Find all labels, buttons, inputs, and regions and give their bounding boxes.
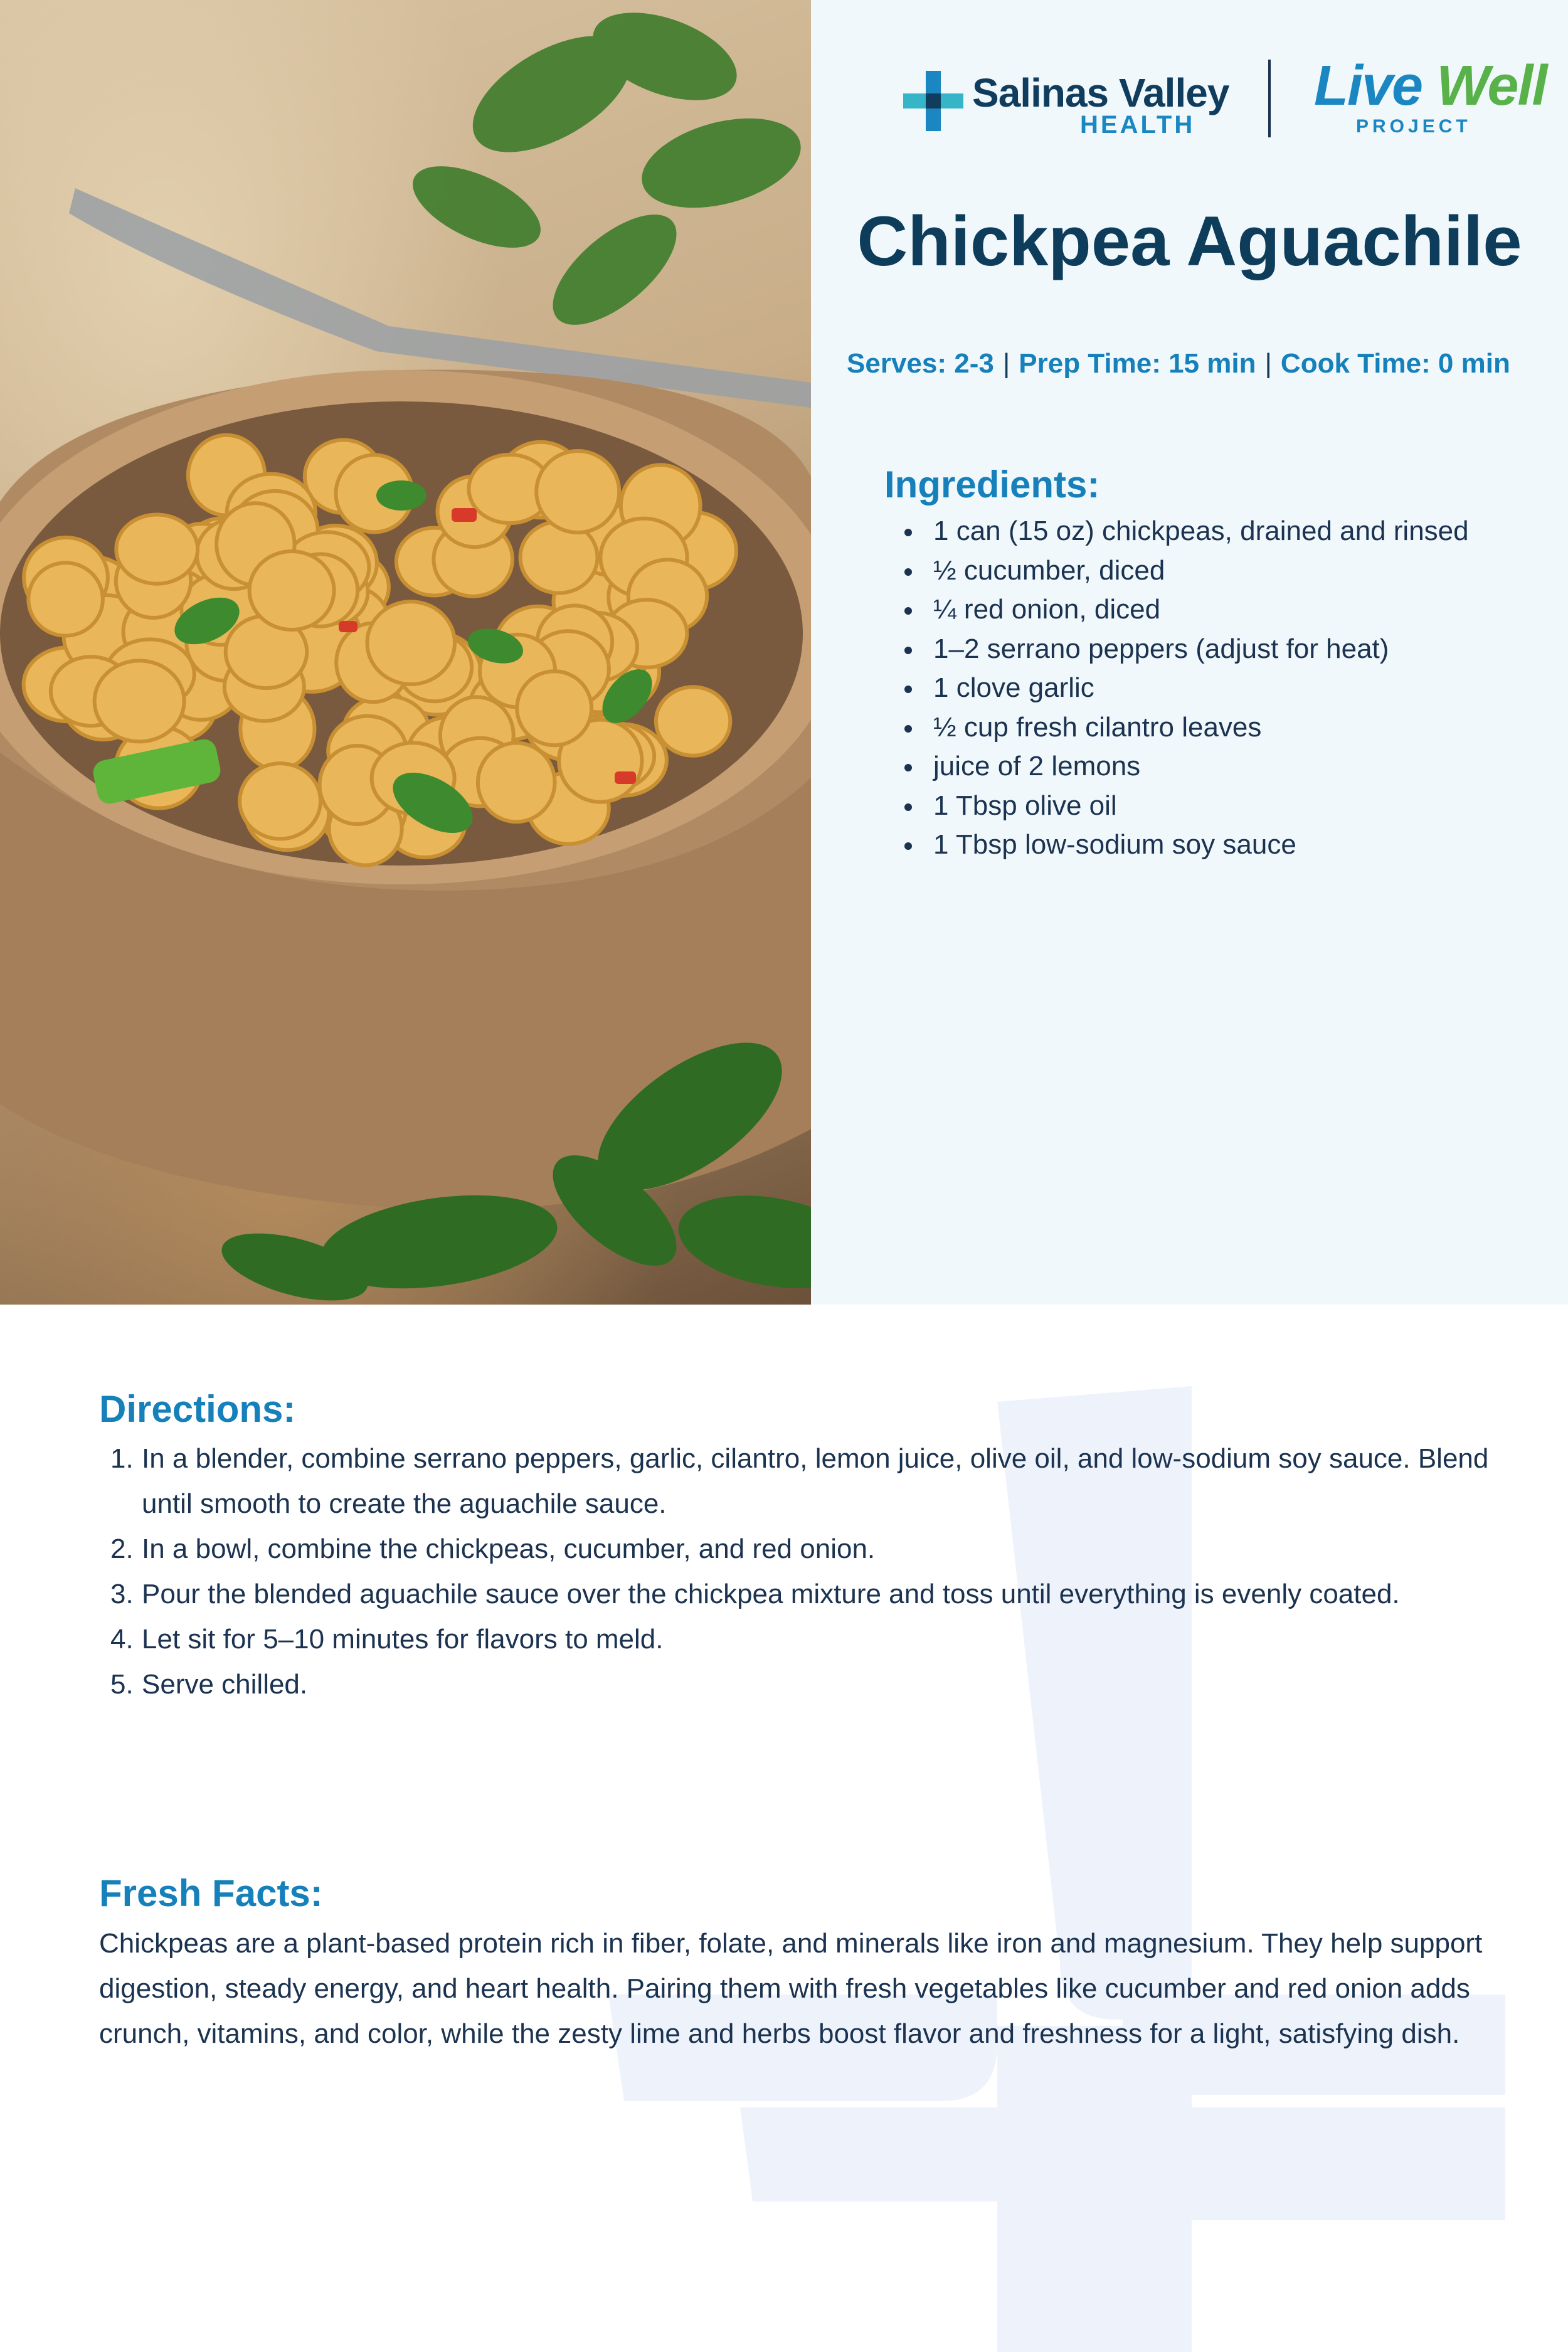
step-text: In a bowl, combine the chickpeas, cucumber, and red onion. (142, 1534, 876, 1564)
chickpea-shape (536, 451, 619, 532)
chickpea-shape (367, 601, 455, 684)
ingredient-item: 1 clove garlic (884, 669, 1469, 708)
directions-list (99, 1436, 1504, 1707)
step-number: 4. (110, 1624, 134, 1655)
direction-step (99, 1572, 1504, 1617)
prep-time-text: Prep Time: 15 min (1019, 348, 1256, 379)
logo-bar (903, 55, 1547, 141)
fresh-facts-body: Chickpeas are a plant-based protein rich in fiber, folate, and minerals like iron and magnesium. They help support digestion, steady energy, and heart health. Pairing them with fresh vegetables like cucumber and red onion adds crunch, vitamins, and color, while the zesty lime and herbs boost flavor and freshness for a light, satisfying dish. (99, 1928, 1483, 2049)
chickpea-shape (240, 763, 320, 839)
step-number: 3. (110, 1579, 134, 1609)
ingredient-item: 1 Tbsp low-sodium soy sauce (884, 825, 1469, 865)
direction-step (99, 1436, 1504, 1527)
cook-time-text: Cook Time: 0 min (1280, 348, 1510, 379)
live-well-logo-subtitle: PROJECT (1356, 116, 1471, 137)
live-well-logo-well: Well (1436, 55, 1547, 117)
direction-step (99, 1662, 1504, 1707)
salinas-valley-cross-icon (903, 71, 963, 131)
live-well-logo (1314, 55, 1547, 117)
chickpea-shape (95, 660, 184, 741)
recipe-title: Chickpea Aguachile (857, 202, 1522, 280)
salinas-valley-logo-subtitle: HEALTH (1080, 111, 1195, 139)
recipe-photo (0, 0, 811, 1305)
chickpea-shape (250, 551, 334, 630)
chickpea-shape (116, 515, 198, 584)
ingredient-item: ½ cup fresh cilantro leaves (884, 708, 1469, 748)
ingredient-item: 1 Tbsp olive oil (884, 787, 1469, 826)
step-text: Pour the blended aguachile sauce over the chickpea mixture and toss until everything is evenly coated. (142, 1579, 1400, 1609)
directions-heading: Directions: (99, 1388, 296, 1430)
chickpea-shape (517, 671, 591, 745)
step-number: 2. (110, 1534, 134, 1564)
meta-separator: | (1264, 348, 1272, 379)
ingredient-item: 1–2 serrano peppers (adjust for heat) (884, 630, 1469, 669)
step-text: Serve chilled. (142, 1669, 308, 1700)
logo-divider (1268, 60, 1271, 137)
step-number: 5. (110, 1669, 134, 1700)
live-well-logo-live: Live (1314, 55, 1422, 117)
meta-separator: | (1002, 348, 1010, 379)
step-number: 1. (110, 1443, 134, 1474)
ingredient-item: ½ cucumber, diced (884, 551, 1469, 591)
serves-text: Serves: 2-3 (847, 348, 994, 379)
chickpea-shape (656, 687, 730, 756)
step-text: In a blender, combine serrano peppers, garlic, cilantro, lemon juice, olive oil, and low-sodium soy sauce. Blend until smooth to create the aguachile sauce. (142, 1443, 1489, 1519)
fresh-facts-heading: Fresh Facts: (99, 1872, 323, 1914)
direction-step (99, 1617, 1504, 1662)
recipe-meta (847, 346, 1510, 381)
ingredient-item: juice of 2 lemons (884, 747, 1469, 787)
salinas-valley-logo-text: Salinas Valley (972, 70, 1229, 115)
chickpea-bowl-illustration (0, 0, 811, 1305)
chickpea-shape (28, 563, 103, 635)
ingredients-list (884, 512, 1469, 865)
ingredient-item: ¼ red onion, diced (884, 590, 1469, 630)
direction-step (99, 1527, 1504, 1572)
step-text: Let sit for 5–10 minutes for flavors to meld. (142, 1624, 664, 1655)
ingredient-item: 1 can (15 oz) chickpeas, drained and rinsed (884, 512, 1469, 551)
ingredients-heading: Ingredients: (884, 464, 1100, 506)
chickpea-shape (478, 743, 555, 822)
